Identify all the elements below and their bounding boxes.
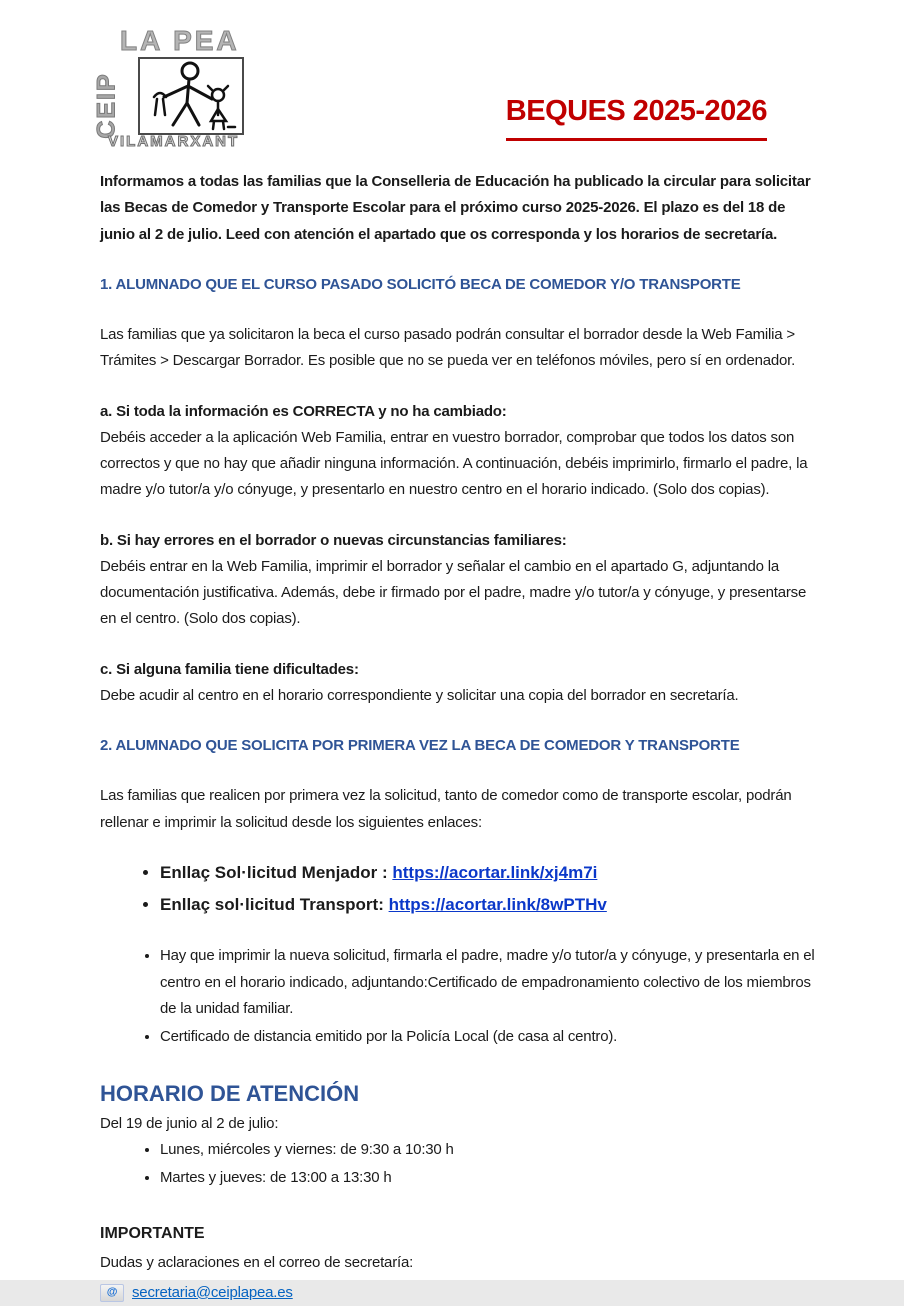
requirement-item-print: • Hay que imprimir la nueva solicitud, firmarla el padre, madre y/o tutor/a y cónyuge, y presentarla en el centro en el horario indicado, adjuntando:Certificado de empadronamiento colectivo de los miembros de la unidad familiar. — [160, 943, 815, 1022]
title-wrap — [506, 86, 767, 143]
menjador-link-label: Enllaç Sol·licitud Menjador : — [160, 862, 393, 882]
logo-text-vilamarxant: VILAMARXANT — [108, 133, 240, 150]
horario-heading: HORARIO DE ATENCIÓN — [100, 1081, 360, 1107]
logo-text-la-pea: LA PEA — [120, 25, 240, 56]
requirements-list — [100, 943, 815, 1050]
application-links-list — [100, 858, 815, 920]
list-item-menjador — [160, 858, 815, 888]
subsection-c-text: Debe acudir al centro en el horario correspondiente y solicitar una copia del borrador en secretaría. — [100, 686, 739, 704]
transport-link-label: Enllaç sol·licitud Transport: — [160, 894, 389, 914]
subsection-b-text: Debéis entrar en la Web Familia, imprimir el borrador y señalar el cambio en el apartado G, adjuntando la documentación justificativa. Además, debe ir firmado por el padre, madre y/o tutor/a y cónyuge, y presentarse en el centro. (Solo dos copias). — [100, 557, 807, 628]
secretaria-email-link[interactable]: secretaria@ceiplapea.es — [132, 1283, 293, 1301]
school-logo — [92, 25, 280, 150]
logo-stick-figures-icon — [138, 57, 244, 135]
horario-list — [100, 1137, 815, 1192]
subsection-b-heading: b. Si hay errores en el borrador o nuevas circunstancias familiares: — [100, 531, 567, 549]
section2-paragraph: Las familias que realicen por primera vez la solicitud, tanto de comedor como de transporte escolar, podrán rellenar e imprimir la solicitud desde los siguientes enlaces: — [100, 787, 792, 831]
subsection-a-heading: a. Si toda la información es CORRECTA y no ha cambiado: — [100, 402, 507, 420]
section1-heading: 1. ALUMNADO QUE EL CURSO PASADO SOLICITÓ BECA DE COMEDOR Y/O TRANSPORTE — [100, 275, 741, 293]
horario-item-lmv: • Lunes, miércoles y viernes: de 9:30 a 10:30 h — [160, 1137, 815, 1163]
section1-paragraph: Las familias que ya solicitaron la beca el curso pasado podrán consultar el borrador desde la Web Familia > Trámites > Descargar Borrador. Es posible que no se pueda ver en teléfonos móviles, pero sí en ordenador. — [100, 326, 796, 370]
transport-link[interactable]: https://acortar.link/8wPTHv — [388, 894, 607, 914]
subsection-c-heading: c. Si alguna familia tiene dificultades: — [100, 660, 359, 678]
logo-text-ceip: CEIP — [92, 72, 121, 139]
menjador-link[interactable]: https://acortar.link/xj4m7i — [392, 862, 598, 882]
list-item-transport — [160, 890, 815, 920]
importante-heading: IMPORTANTE — [100, 1224, 205, 1242]
requirement-item-distance-certificate: • Certificado de distancia emitido por la Policía Local (de casa al centro). — [160, 1024, 815, 1050]
horario-date-range: Del 19 de junio al 2 de julio: — [100, 1114, 279, 1132]
email-envelope-icon: @ — [100, 1284, 124, 1302]
subsection-a-text: Debéis acceder a la aplicación Web Familia, entrar en vuestro borrador, comprobar que todos los datos son correctos y que no hay que añadir ninguna información. A continuación, debéis imprimirlo, firmarlo el padre, la madre y/o tutor/a y/o cónyuge, y presentarlo en nuestro centro en el horario indicado. (Solo dos copias). — [100, 428, 808, 499]
page-title: BEQUES 2025-2026 — [506, 86, 767, 141]
email-row — [100, 1280, 815, 1306]
section2-heading: 2. ALUMNADO QUE SOLICITA POR PRIMERA VEZ LA BECA DE COMEDOR Y TRANSPORTE — [100, 737, 740, 754]
document-header — [92, 25, 815, 150]
importante-text: Dudas y aclaraciones en el correo de secretaría: — [100, 1253, 414, 1271]
intro-paragraph: Informamos a todas las familias que la Conselleria de Educación ha publicado la circular para solicitar las Becas de Comedor y Transporte Escolar para el próximo curso 2025-2026. El plazo es del 18 de junio al 2 de julio. Leed con atención el apartado que os corresponda y los horarios de secretaría. — [100, 173, 811, 243]
horario-item-mj: • Martes y jueves: de 13:00 a 13:30 h — [160, 1165, 815, 1191]
